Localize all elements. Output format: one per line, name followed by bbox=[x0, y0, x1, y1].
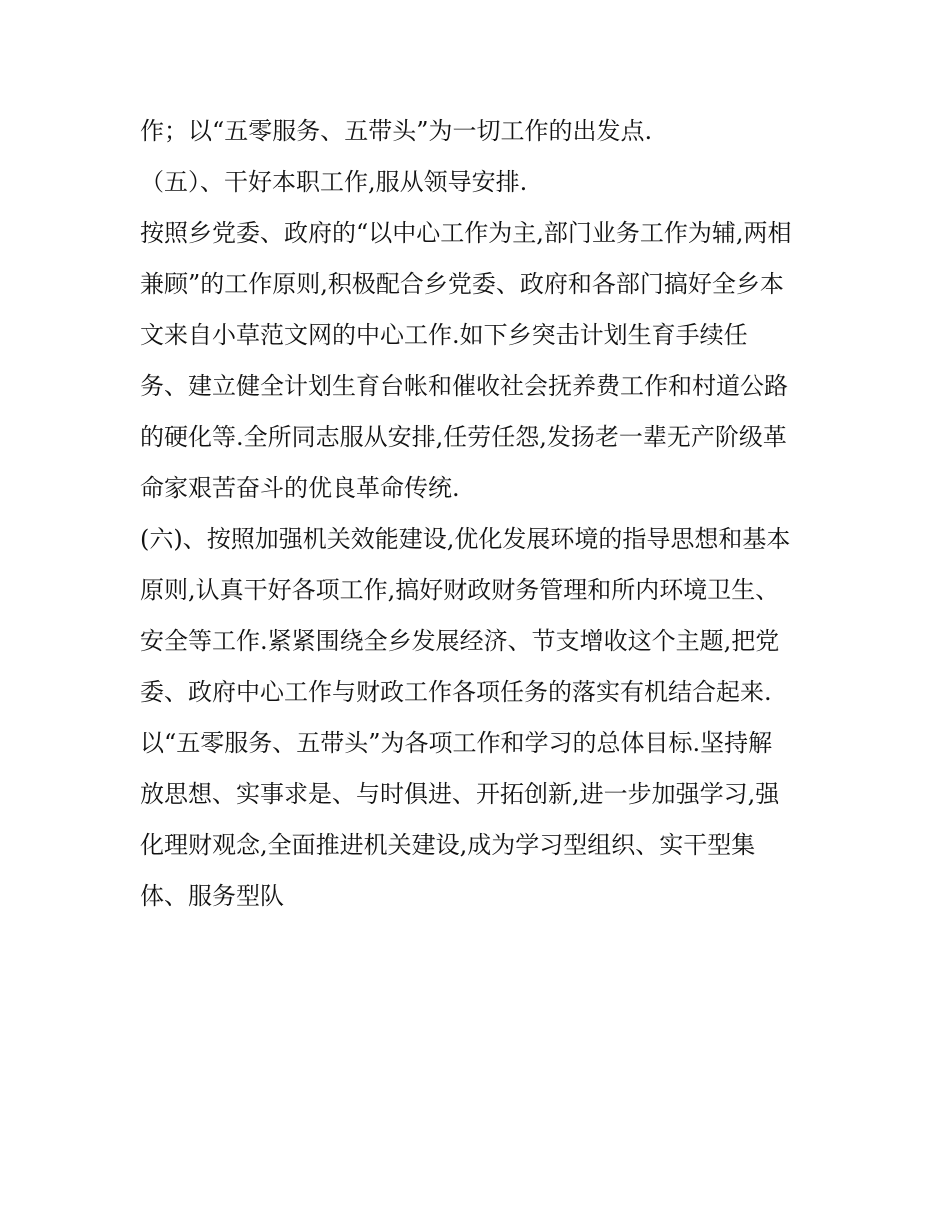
text-line: 命家艰苦奋斗的优良革命传统. bbox=[140, 474, 460, 502]
text-line: 务、建立健全计划生育台帐和催收社会抚养费工作和村道公路 bbox=[140, 372, 788, 400]
text-line: 化理财观念,全面推进机关建设,成为学习型组织、实干型集 bbox=[140, 831, 756, 859]
text-line: 兼顾”的工作原则,积极配合乡党委、政府和各部门搞好全乡本 bbox=[140, 270, 784, 298]
text-line: 安全等工作.紧紧围绕全乡发展经济、节支增收这个主题,把党 bbox=[140, 627, 780, 655]
text-line: 体、服务型队 bbox=[140, 882, 284, 910]
text-line: 以“五零服务、五带头”为各项工作和学习的总体目标.坚持解 bbox=[140, 729, 773, 757]
text-line: 原则,认真干好各项工作,搞好财政财务管理和所内环境卫生、 bbox=[140, 576, 780, 604]
text-line: 放思想、实事求是、与时俱进、开拓创新,进一步加强学习,强 bbox=[140, 780, 780, 808]
text-line: 委、政府中心工作与财政工作各项任务的落实有机结合起来. bbox=[140, 678, 772, 706]
text-line: 的硬化等.全所同志服从安排,任劳任怨,发扬老一辈无产阶级革 bbox=[140, 423, 787, 451]
text-line: 按照乡党委、政府的“以中心工作为主,部门业务工作为辅,两相 bbox=[140, 219, 792, 247]
text-line: （五）、干好本职工作,服从领导安排. bbox=[140, 168, 528, 196]
text-line: (六)、按照加强机关效能建设,优化发展环境的指导思想和基本 bbox=[140, 525, 791, 553]
text-line: 文来自小草范文网的中心工作.如下乡突击计划生育手续任 bbox=[140, 321, 748, 349]
text-line: 作；以“五零服务、五带头”为一切工作的出发点. bbox=[140, 117, 653, 145]
body-text bbox=[140, 106, 830, 922]
